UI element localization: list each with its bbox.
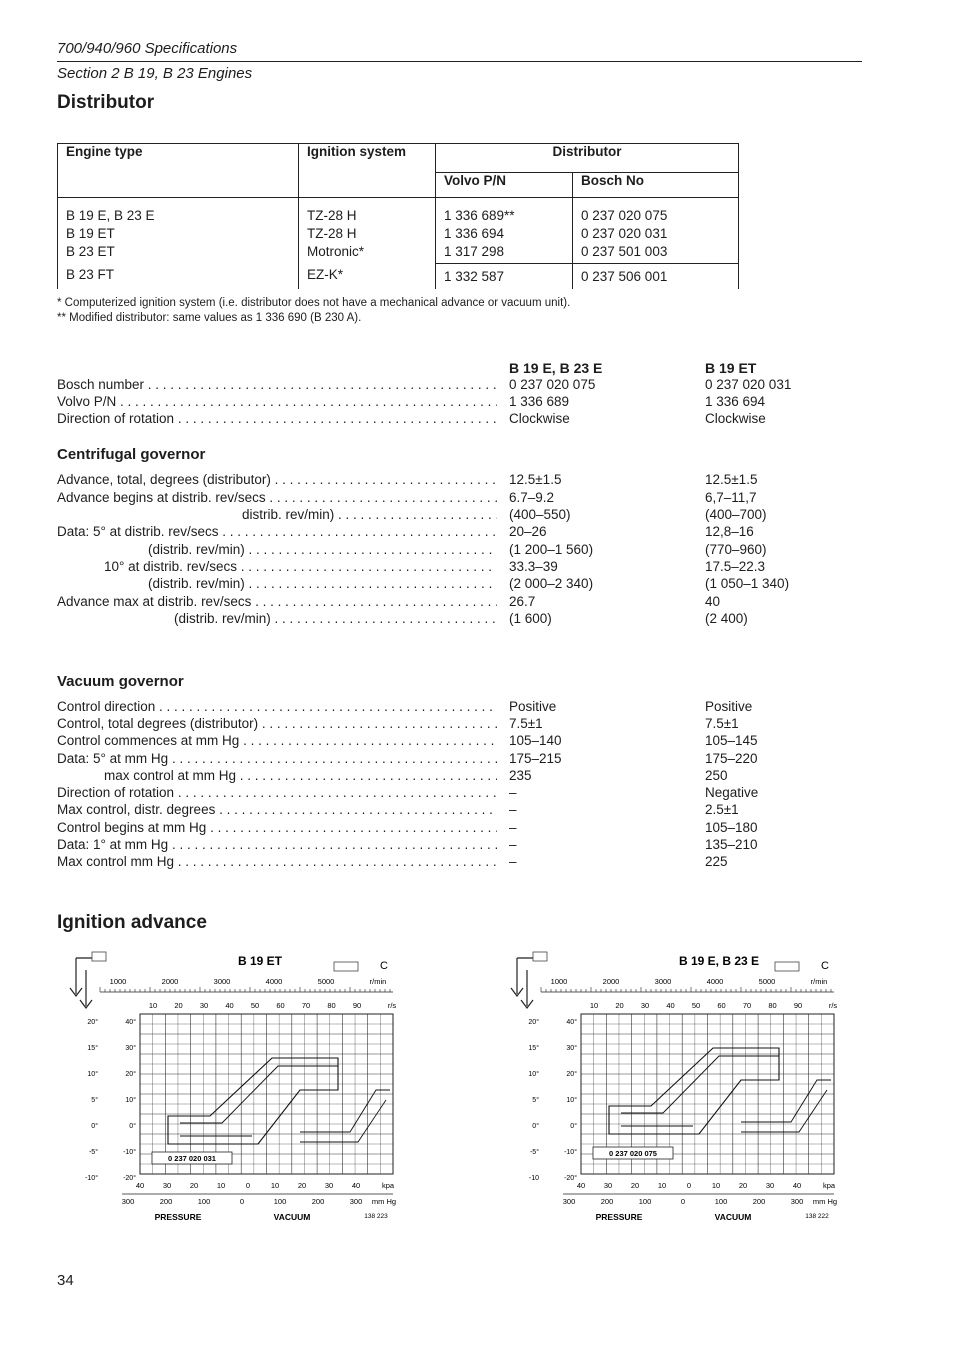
mmhg-tick-label: 200 <box>159 1197 173 1206</box>
y-tick-outer-label: 0° <box>91 1123 98 1130</box>
y-tick-inner-label: 40° <box>125 1019 136 1026</box>
spec-value-2: 40 <box>705 594 721 609</box>
header-rule <box>57 61 862 62</box>
figure-number: 138 222 <box>805 1213 829 1220</box>
rps-tick-label: 20 <box>174 1001 183 1010</box>
mmhg-tick-label: 200 <box>752 1197 766 1206</box>
rps-tick-label: 10 <box>589 1001 599 1010</box>
figure-number: 138 223 <box>364 1213 388 1220</box>
page-header-title: 700/940/960 Specifications <box>57 40 238 57</box>
spec-value-1: (1 200–1 560) <box>509 542 594 557</box>
y-tick-inner-label: 30° <box>125 1045 136 1052</box>
spec-value-1: 7.5±1 <box>509 716 543 731</box>
spec-value-2: 105–145 <box>705 733 758 748</box>
rpm-tick-label: 4000 <box>265 977 283 986</box>
spec-label: Control, total degrees (distributor) . . . <box>57 716 497 731</box>
cell-engine: B 19 E, B 23 E <box>66 208 155 223</box>
spec-value-1: – <box>509 854 517 869</box>
spec-value-1: 175–215 <box>509 751 562 766</box>
kpa-tick-label: 10 <box>216 1181 226 1190</box>
scale-arrow-icon <box>511 958 533 996</box>
kpa-tick-label: kpa <box>381 1181 395 1190</box>
spec-value-2: (1 050–1 340) <box>705 576 790 591</box>
spec-label: Max control, distr. degrees . . . <box>57 802 497 817</box>
cell-engine: B 23 ET <box>66 244 115 259</box>
rpm-tick-label: 2000 <box>161 977 179 986</box>
y-tick-inner-label: -20° <box>123 1175 136 1182</box>
spec-label: distrib. rev/min) . . . <box>57 507 497 522</box>
spec-value-1: 12.5±1.5 <box>509 472 562 487</box>
pressure-label: PRESSURE <box>595 1212 643 1222</box>
spec-value-1: 33.3–39 <box>509 559 558 574</box>
kpa-tick-label: 20 <box>297 1181 307 1190</box>
spec-label: Direction of rotation . . . <box>57 411 497 426</box>
scale-arrow-icon <box>70 958 92 996</box>
col-distributor: Distributor <box>436 144 739 173</box>
y-tick-outer-label: 5° <box>532 1097 539 1104</box>
y-tick-inner-label: 40° <box>566 1019 577 1026</box>
y-tick-outer-label: -5° <box>88 1149 98 1156</box>
spec-value-1: 1 336 689 <box>509 394 570 409</box>
spec-label: (distrib. rev/min) . . . <box>57 542 497 557</box>
spec-value-2: 250 <box>705 768 728 783</box>
cell-bosch: 0 237 020 031 <box>581 226 668 241</box>
kpa-tick-label: 0 <box>245 1181 251 1190</box>
spec-value-1: Positive <box>509 699 557 714</box>
y-tick-outer-label: 5° <box>91 1097 98 1104</box>
rpm-tick-label: 2000 <box>602 977 620 986</box>
kpa-tick-label: 40 <box>135 1181 145 1190</box>
centrifugal-heading: Centrifugal governor <box>57 446 206 463</box>
distributor-symbol-icon <box>334 962 358 971</box>
rps-tick-label: 90 <box>352 1001 362 1010</box>
mmhg-tick-label: 200 <box>600 1197 614 1206</box>
y-tick-outer-label: 15° <box>528 1045 539 1052</box>
spec-value-1: 235 <box>509 768 532 783</box>
kpa-tick-label: 10 <box>657 1181 667 1190</box>
rps-tick-label: 90 <box>793 1001 803 1010</box>
y-tick-outer-label: 0° <box>532 1123 539 1130</box>
page-number: 34 <box>57 1272 74 1289</box>
table-row <box>58 198 739 290</box>
cell-ignition: TZ-28 H <box>307 226 357 241</box>
rps-tick-label: r/s <box>828 1001 838 1010</box>
spec-value-1: (400–550) <box>509 507 571 522</box>
spec-value-1: 26.7 <box>509 594 536 609</box>
spec-value-2: (400–700) <box>705 507 767 522</box>
spec-value-1: – <box>509 802 517 817</box>
y-tick-outer-label: 15° <box>87 1045 98 1052</box>
spec-value-1: Clockwise <box>509 411 570 426</box>
spec-label: Bosch number . . . <box>57 377 497 392</box>
y-tick-outer-label: 10° <box>87 1071 98 1078</box>
mmhg-tick-label: mm Hg <box>371 1197 397 1206</box>
col-bosch-no: Bosch No <box>573 173 739 198</box>
y-tick-inner-label: 30° <box>566 1045 577 1052</box>
rps-tick-label: 80 <box>327 1001 336 1010</box>
cell-bosch: 0 237 501 003 <box>573 243 738 264</box>
rotation-mark: C <box>821 960 829 972</box>
spec-label: Max control mm Hg . . . <box>57 854 497 869</box>
spec-value-1: 20–26 <box>509 524 547 539</box>
distributor-heading: Distributor <box>57 92 155 113</box>
part-number-label: 0 237 020 031 <box>168 1154 216 1163</box>
spec-value-1: – <box>509 837 517 852</box>
footnote: * Computerized ignition system (i.e. distributor does not have a mechanical advance or vacuum unit). <box>57 297 571 309</box>
y-tick-outer-label: -10° <box>85 1175 98 1182</box>
spec-value-2: 105–180 <box>705 820 758 835</box>
spec-value-2: 17.5–22.3 <box>705 559 766 574</box>
cell-bosch: 0 237 506 001 <box>581 269 668 284</box>
spec-label: Control commences at mm Hg . . . <box>57 733 497 748</box>
cell-ignition: TZ-28 H <box>307 208 357 223</box>
spec-label: (distrib. rev/min) . . . <box>57 576 497 591</box>
rotation-mark: C <box>380 960 388 972</box>
distributor-symbol-icon <box>533 952 547 961</box>
page-header-section: Section 2 B 19, B 23 Engines <box>57 65 253 82</box>
kpa-tick-label: 30 <box>765 1181 775 1190</box>
y-tick-outer-label: 20° <box>528 1019 539 1026</box>
col-engine-type: Engine type <box>58 144 299 198</box>
y-tick-inner-label: 10° <box>566 1097 577 1104</box>
rps-tick-label: 70 <box>301 1001 311 1010</box>
spec-value-2: 0 237 020 031 <box>705 377 792 392</box>
ignition-advance-heading: Ignition advance <box>57 912 207 933</box>
spec-value-2: Negative <box>705 785 759 800</box>
distributor-symbol-icon <box>775 962 799 971</box>
kpa-tick-label: 0 <box>686 1181 692 1190</box>
mmhg-tick-label: 300 <box>562 1197 576 1206</box>
pressure-label: PRESSURE <box>154 1212 202 1222</box>
vacuum-label: VACUUM <box>714 1212 752 1222</box>
advance-curve <box>609 1048 779 1134</box>
spec-value-2: Positive <box>705 699 753 714</box>
spec-label: Data: 1° at mm Hg . . . <box>57 837 497 852</box>
cell-ignition: Motronic* <box>307 244 365 259</box>
spec-value-1: 6.7–9.2 <box>509 490 555 505</box>
rpm-tick-label: r/min <box>810 977 828 986</box>
mmhg-tick-label: 100 <box>273 1197 287 1206</box>
spec-value-2: 12.5±1.5 <box>705 472 758 487</box>
spec-value-1: – <box>509 820 517 835</box>
spec-label: Advance max at distrib. rev/secs . . . <box>57 594 497 609</box>
distributor-table <box>57 143 739 289</box>
rps-tick-label: 50 <box>250 1001 260 1010</box>
rpm-tick-label: 3000 <box>654 977 672 986</box>
y-tick-outer-label: -5° <box>529 1149 539 1156</box>
spec-label: Data: 5° at mm Hg . . . <box>57 751 497 766</box>
spec-column-1: B 19 E, B 23 E <box>509 360 603 376</box>
rps-tick-label: 40 <box>666 1001 675 1010</box>
rpm-tick-label: 5000 <box>317 977 335 986</box>
spec-value-2: 175–220 <box>705 751 758 766</box>
y-tick-outer-label: 10° <box>528 1071 539 1078</box>
rps-tick-label: 30 <box>640 1001 650 1010</box>
y-tick-outer-label: -10 <box>528 1175 539 1182</box>
y-tick-inner-label: 20° <box>566 1071 577 1078</box>
cell-engine: B 19 ET <box>66 226 115 241</box>
mmhg-tick-label: 300 <box>121 1197 135 1206</box>
spec-label: max control at mm Hg . . . <box>57 768 497 783</box>
spec-value-2: (2 400) <box>705 611 748 626</box>
kpa-tick-label: 10 <box>711 1181 721 1190</box>
part-number-label: 0 237 020 075 <box>609 1149 657 1158</box>
y-tick-outer-label: 20° <box>87 1019 98 1026</box>
vacuum-curve <box>741 1080 831 1132</box>
rpm-tick-label: 5000 <box>758 977 776 986</box>
rps-tick-label: 70 <box>742 1001 752 1010</box>
kpa-tick-label: 20 <box>189 1181 199 1190</box>
col-volvo-pn: Volvo P/N <box>436 173 573 198</box>
mmhg-tick-label: 100 <box>638 1197 652 1206</box>
y-tick-inner-label: -10° <box>123 1149 136 1156</box>
spec-value-1: (1 600) <box>509 611 552 626</box>
cell-engine: B 23 FT <box>66 267 115 282</box>
spec-label: Advance, total, degrees (distributor) . . . <box>57 472 497 487</box>
spec-value-2: 6,7–11,7 <box>705 490 757 505</box>
vacuum-label: VACUUM <box>273 1212 311 1222</box>
rps-tick-label: 60 <box>717 1001 726 1010</box>
rpm-tick-label: 1000 <box>550 977 568 986</box>
spec-value-2: 7.5±1 <box>705 716 739 731</box>
spec-value-2: 12,8–16 <box>705 524 754 539</box>
spec-label: Advance begins at distrib. rev/secs . . . <box>57 490 497 505</box>
col-ignition-system: Ignition system <box>299 144 436 198</box>
spec-value-2: Clockwise <box>705 411 766 426</box>
footnote: ** Modified distributor: same values as 1 336 690 (B 230 A). <box>57 312 362 324</box>
rps-tick-label: 20 <box>615 1001 624 1010</box>
rps-tick-label: 10 <box>148 1001 158 1010</box>
advance-curve <box>621 1056 779 1126</box>
kpa-tick-label: 30 <box>324 1181 334 1190</box>
y-tick-inner-label: -10° <box>564 1149 577 1156</box>
mmhg-tick-label: 300 <box>790 1197 804 1206</box>
spec-label: Direction of rotation . . . <box>57 785 497 800</box>
kpa-tick-label: 40 <box>792 1181 802 1190</box>
mmhg-tick-label: 200 <box>311 1197 325 1206</box>
rpm-tick-label: 4000 <box>706 977 724 986</box>
kpa-tick-label: kpa <box>822 1181 836 1190</box>
advance-curve <box>168 1058 338 1144</box>
spec-value-2: 2.5±1 <box>705 802 739 817</box>
spec-column-2: B 19 ET <box>705 360 757 376</box>
y-tick-inner-label: 20° <box>125 1071 136 1078</box>
spec-value-2: 135–210 <box>705 837 758 852</box>
kpa-tick-label: 10 <box>270 1181 280 1190</box>
kpa-tick-label: 30 <box>162 1181 172 1190</box>
rps-tick-label: r/s <box>387 1001 397 1010</box>
mmhg-tick-label: 0 <box>680 1197 686 1206</box>
rpm-tick-label: 1000 <box>109 977 127 986</box>
advance-curve <box>180 1066 338 1136</box>
rps-tick-label: 80 <box>768 1001 777 1010</box>
graph-title: B 19 ET <box>238 954 283 968</box>
spec-value-1: (2 000–2 340) <box>509 576 594 591</box>
graph-title: B 19 E, B 23 E <box>679 954 760 968</box>
vacuum-heading: Vacuum governor <box>57 673 184 690</box>
distributor-symbol-icon <box>92 952 106 961</box>
spec-label: Data: 5° at distrib. rev/secs . . . <box>57 524 497 539</box>
spec-value-2: 1 336 694 <box>705 394 766 409</box>
cell-volvo: 1 332 587 <box>444 269 505 284</box>
spec-value-1: 0 237 020 075 <box>509 377 596 392</box>
cell-volvo: 1 336 689** <box>444 208 515 223</box>
y-tick-inner-label: 10° <box>125 1097 136 1104</box>
rpm-tick-label: 3000 <box>213 977 231 986</box>
y-tick-inner-label: 0° <box>129 1123 136 1130</box>
spec-label: Control begins at mm Hg . . . <box>57 820 497 835</box>
spec-label: Volvo P/N . . . <box>57 394 497 409</box>
spec-value-2: (770–960) <box>705 542 767 557</box>
kpa-tick-label: 40 <box>351 1181 361 1190</box>
mmhg-tick-label: mm Hg <box>812 1197 838 1206</box>
rps-tick-label: 60 <box>276 1001 285 1010</box>
kpa-tick-label: 20 <box>738 1181 748 1190</box>
spec-label: (distrib. rev/min) . . . <box>57 611 497 626</box>
spec-label: Control direction . . . <box>57 699 497 714</box>
y-tick-inner-label: 0° <box>570 1123 577 1130</box>
spec-value-1: – <box>509 785 517 800</box>
mmhg-tick-label: 300 <box>349 1197 363 1206</box>
rpm-tick-label: r/min <box>369 977 387 986</box>
rps-tick-label: 40 <box>225 1001 234 1010</box>
spec-label: 10° at distrib. rev/secs . . . <box>57 559 497 574</box>
cell-bosch: 0 237 020 075 <box>581 208 668 223</box>
ignition-graph-b19e-b23e <box>503 948 859 1224</box>
rps-tick-label: 30 <box>199 1001 209 1010</box>
spec-value-1: 105–140 <box>509 733 562 748</box>
cell-volvo: 1 336 694 <box>444 226 505 241</box>
kpa-tick-label: 40 <box>576 1181 586 1190</box>
ignition-graph-b19et <box>62 948 418 1224</box>
mmhg-tick-label: 0 <box>239 1197 245 1206</box>
cell-ignition: EZ-K* <box>307 267 344 282</box>
kpa-tick-label: 20 <box>630 1181 640 1190</box>
mmhg-tick-label: 100 <box>714 1197 728 1206</box>
cell-volvo: 1 317 298 <box>436 243 572 264</box>
rps-tick-label: 50 <box>691 1001 701 1010</box>
y-tick-inner-label: -20° <box>564 1175 577 1182</box>
spec-value-2: 225 <box>705 854 728 869</box>
kpa-tick-label: 30 <box>603 1181 613 1190</box>
mmhg-tick-label: 100 <box>197 1197 211 1206</box>
